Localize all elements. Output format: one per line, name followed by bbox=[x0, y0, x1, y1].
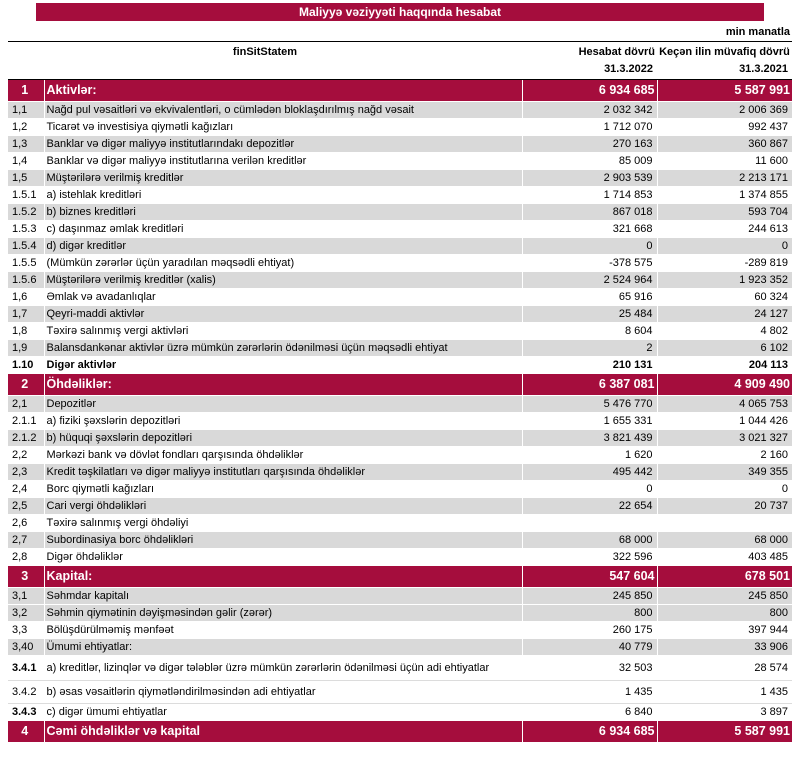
previous-period-value: 28 574 bbox=[657, 656, 792, 681]
previous-period-value: 349 355 bbox=[657, 464, 792, 481]
table-row bbox=[8, 306, 792, 323]
row-label: Aktivlər: bbox=[44, 80, 522, 102]
table-row bbox=[8, 447, 792, 464]
row-number: 2.1.2 bbox=[8, 430, 44, 447]
current-period-value: 1 655 331 bbox=[522, 413, 657, 430]
table-row bbox=[8, 430, 792, 447]
row-number: 2,1 bbox=[8, 396, 44, 413]
table-row bbox=[8, 681, 792, 704]
table-row bbox=[8, 515, 792, 532]
current-period-value: 0 bbox=[522, 238, 657, 255]
row-number: 1.10 bbox=[8, 357, 44, 374]
previous-period-value: 5 587 991 bbox=[657, 80, 792, 102]
column-header-statement: finSitStatem bbox=[232, 46, 298, 58]
row-label: (Mümkün zərərlər üçün yaradılan məqsədli ehtiyat) bbox=[44, 255, 522, 272]
row-label: Cari vergi öhdəlikləri bbox=[44, 498, 522, 515]
financial-statement-table bbox=[8, 41, 792, 743]
previous-period-value: 678 501 bbox=[657, 566, 792, 588]
row-label: Banklar və digər maliyyə institutlarındakı depozitlər bbox=[44, 136, 522, 153]
previous-period-value: 60 324 bbox=[657, 289, 792, 306]
row-number: 1.5.6 bbox=[8, 272, 44, 289]
row-number: 2.1.1 bbox=[8, 413, 44, 430]
previous-period-value: 397 944 bbox=[657, 622, 792, 639]
table-row bbox=[8, 187, 792, 204]
table-row bbox=[8, 357, 792, 374]
row-label: Digər aktivlər bbox=[44, 357, 522, 374]
row-label: Təxirə salınmış vergi öhdəliyi bbox=[44, 515, 522, 532]
row-number: 1,7 bbox=[8, 306, 44, 323]
current-period-value: 65 916 bbox=[522, 289, 657, 306]
row-label: c) digər ümumi ehtiyatlar bbox=[44, 704, 522, 721]
table-row bbox=[8, 255, 792, 272]
table-row bbox=[8, 204, 792, 221]
row-number: 1,5 bbox=[8, 170, 44, 187]
section-header-row bbox=[8, 374, 792, 396]
previous-period-value: 244 613 bbox=[657, 221, 792, 238]
row-label: Subordinasiya borc öhdəlikləri bbox=[44, 532, 522, 549]
row-number: 4 bbox=[8, 721, 44, 743]
current-period-value: 6 934 685 bbox=[522, 80, 657, 102]
previous-period-value: 245 850 bbox=[657, 588, 792, 605]
current-period-date: 31.3.2022 bbox=[522, 63, 657, 80]
column-header-current-period: Hesabat dövrü bbox=[578, 46, 655, 58]
column-header-previous-period: Keçən ilin müvafiq dövrü bbox=[659, 46, 790, 58]
row-label: Borc qiymətli kağızları bbox=[44, 481, 522, 498]
current-period-value: 5 476 770 bbox=[522, 396, 657, 413]
current-period-value: 0 bbox=[522, 481, 657, 498]
row-label: c) daşınmaz əmlak kreditləri bbox=[44, 221, 522, 238]
row-number: 3.4.1 bbox=[8, 656, 44, 681]
row-label: Qeyri-maddi aktivlər bbox=[44, 306, 522, 323]
current-period-value: 1 714 853 bbox=[522, 187, 657, 204]
row-number: 3.4.3 bbox=[8, 704, 44, 721]
table-row bbox=[8, 153, 792, 170]
current-period-value: 800 bbox=[522, 605, 657, 622]
previous-period-value: 403 485 bbox=[657, 549, 792, 566]
row-number: 3,40 bbox=[8, 639, 44, 656]
previous-period-value: 593 704 bbox=[657, 204, 792, 221]
row-label: a) fiziki şəxslərin depozitləri bbox=[44, 413, 522, 430]
previous-period-value: 204 113 bbox=[657, 357, 792, 374]
previous-period-value: 1 435 bbox=[657, 681, 792, 704]
row-label: Kredit təşkilatları və digər maliyyə institutları qarşısında öhdəliklər bbox=[44, 464, 522, 481]
row-label: Mərkəzi bank və dövlət fondları qarşısında öhdəliklər bbox=[44, 447, 522, 464]
section-header-row bbox=[8, 566, 792, 588]
previous-period-value: 1 923 352 bbox=[657, 272, 792, 289]
row-number: 1,2 bbox=[8, 119, 44, 136]
previous-period-value: 2 213 171 bbox=[657, 170, 792, 187]
row-number: 1,9 bbox=[8, 340, 44, 357]
row-label: Təxirə salınmış vergi aktivləri bbox=[44, 323, 522, 340]
row-label: d) digər kreditlər bbox=[44, 238, 522, 255]
previous-period-value: 3 897 bbox=[657, 704, 792, 721]
current-period-value: -378 575 bbox=[522, 255, 657, 272]
current-period-value: 2 bbox=[522, 340, 657, 357]
current-period-value: 6 840 bbox=[522, 704, 657, 721]
previous-period-value: 68 000 bbox=[657, 532, 792, 549]
row-label: b) hüquqi şəxslərin depozitləri bbox=[44, 430, 522, 447]
row-number: 2,8 bbox=[8, 549, 44, 566]
current-period-value: 2 903 539 bbox=[522, 170, 657, 187]
row-label: Digər öhdəliklər bbox=[44, 549, 522, 566]
current-period-value: 22 654 bbox=[522, 498, 657, 515]
row-label: Nağd pul vəsaitləri və ekvivalentləri, o cümlədən bloklaşdırılmış nağd vəsait bbox=[44, 102, 522, 119]
date-header-row bbox=[8, 63, 792, 80]
row-label: Banklar və digər maliyyə institutlarına verilən kreditlər bbox=[44, 153, 522, 170]
previous-period-value: 2 160 bbox=[657, 447, 792, 464]
previous-period-value: 1 374 855 bbox=[657, 187, 792, 204]
date-header-spacer bbox=[8, 63, 522, 80]
row-label: Cəmi öhdəliklər və kapital bbox=[44, 721, 522, 743]
table-row bbox=[8, 238, 792, 255]
row-number: 1,6 bbox=[8, 289, 44, 306]
section-header-row bbox=[8, 721, 792, 743]
current-period-value: 1 712 070 bbox=[522, 119, 657, 136]
previous-period-value: 11 600 bbox=[657, 153, 792, 170]
table-row bbox=[8, 289, 792, 306]
previous-period-value: 992 437 bbox=[657, 119, 792, 136]
current-period-value: 8 604 bbox=[522, 323, 657, 340]
table-row bbox=[8, 170, 792, 187]
table-row bbox=[8, 464, 792, 481]
row-number: 3.4.2 bbox=[8, 681, 44, 704]
table-row bbox=[8, 119, 792, 136]
row-label: a) kreditlər, lizinqlər və digər tələblər üzrə mümkün zərərlərin ödənilməsi üçün adi ehtiyatlar bbox=[44, 656, 522, 681]
row-number: 1.5.4 bbox=[8, 238, 44, 255]
current-period-value: 495 442 bbox=[522, 464, 657, 481]
row-number: 3 bbox=[8, 566, 44, 588]
row-number: 1.5.5 bbox=[8, 255, 44, 272]
report-title: Maliyyə vəziyyəti haqqında hesabat bbox=[36, 3, 764, 21]
previous-period-value: -289 819 bbox=[657, 255, 792, 272]
previous-period-value: 6 102 bbox=[657, 340, 792, 357]
row-label: Əmlak və avadanlıqlar bbox=[44, 289, 522, 306]
current-period-value: 68 000 bbox=[522, 532, 657, 549]
row-number: 1,8 bbox=[8, 323, 44, 340]
row-number: 2 bbox=[8, 374, 44, 396]
previous-period-value: 3 021 327 bbox=[657, 430, 792, 447]
current-period-value: 1 620 bbox=[522, 447, 657, 464]
current-period-value: 6 934 685 bbox=[522, 721, 657, 743]
table-body bbox=[8, 80, 792, 743]
row-label: Müştərilərə verilmiş kreditlər (xalis) bbox=[44, 272, 522, 289]
table-row bbox=[8, 704, 792, 721]
row-label: Kapital: bbox=[44, 566, 522, 588]
row-number: 1.5.1 bbox=[8, 187, 44, 204]
current-period-value: 260 175 bbox=[522, 622, 657, 639]
current-period-value: 85 009 bbox=[522, 153, 657, 170]
table-row bbox=[8, 340, 792, 357]
current-period-value: 3 821 439 bbox=[522, 430, 657, 447]
row-number: 2,3 bbox=[8, 464, 44, 481]
row-number: 3,3 bbox=[8, 622, 44, 639]
row-label: a) istehlak kreditləri bbox=[44, 187, 522, 204]
previous-period-value: 5 587 991 bbox=[657, 721, 792, 743]
current-period-value: 270 163 bbox=[522, 136, 657, 153]
current-period-value: 2 524 964 bbox=[522, 272, 657, 289]
row-label: Bölüşdürülməmiş mənfəət bbox=[44, 622, 522, 639]
previous-period-value: 20 737 bbox=[657, 498, 792, 515]
table-row bbox=[8, 221, 792, 238]
previous-period-value: 800 bbox=[657, 605, 792, 622]
current-period-value bbox=[522, 515, 657, 532]
current-period-value: 210 131 bbox=[522, 357, 657, 374]
current-period-value: 40 779 bbox=[522, 639, 657, 656]
table-row bbox=[8, 102, 792, 119]
row-label: b) əsas vəsaitlərin qiymətləndirilməsindən adi ehtiyatlar bbox=[44, 681, 522, 704]
row-number: 1 bbox=[8, 80, 44, 102]
row-number: 2,6 bbox=[8, 515, 44, 532]
row-number: 1,4 bbox=[8, 153, 44, 170]
current-period-value: 32 503 bbox=[522, 656, 657, 681]
previous-period-value: 4 065 753 bbox=[657, 396, 792, 413]
row-number: 2,4 bbox=[8, 481, 44, 498]
row-label: Ticarət və investisiya qiymətli kağızları bbox=[44, 119, 522, 136]
current-period-value: 1 435 bbox=[522, 681, 657, 704]
row-number: 3,2 bbox=[8, 605, 44, 622]
table-row bbox=[8, 532, 792, 549]
row-number: 1,3 bbox=[8, 136, 44, 153]
table-row bbox=[8, 481, 792, 498]
table-row bbox=[8, 323, 792, 340]
table-row bbox=[8, 272, 792, 289]
table-row bbox=[8, 622, 792, 639]
table-row bbox=[8, 498, 792, 515]
current-period-value: 547 604 bbox=[522, 566, 657, 588]
row-label: Balansdankənar aktivlər üzrə mümkün zərərlərin ödənilməsi üçün məqsədli ehtiyat bbox=[44, 340, 522, 357]
table-row bbox=[8, 413, 792, 430]
row-number: 1.5.3 bbox=[8, 221, 44, 238]
row-number: 3,1 bbox=[8, 588, 44, 605]
table-row bbox=[8, 656, 792, 681]
column-header-row bbox=[8, 42, 792, 64]
row-number: 1,1 bbox=[8, 102, 44, 119]
current-period-value: 321 668 bbox=[522, 221, 657, 238]
previous-period-value: 4 802 bbox=[657, 323, 792, 340]
section-header-row bbox=[8, 80, 792, 102]
row-label: Öhdəliklər: bbox=[44, 374, 522, 396]
current-period-value: 6 387 081 bbox=[522, 374, 657, 396]
row-number: 2,7 bbox=[8, 532, 44, 549]
previous-period-value: 360 867 bbox=[657, 136, 792, 153]
previous-period-value: 1 044 426 bbox=[657, 413, 792, 430]
unit-note: min manatla bbox=[725, 26, 790, 38]
row-label: Müştərilərə verilmiş kreditlər bbox=[44, 170, 522, 187]
table-row bbox=[8, 136, 792, 153]
previous-period-value: 0 bbox=[657, 481, 792, 498]
previous-period-value bbox=[657, 515, 792, 532]
row-label: Səhmin qiymətinin dəyişməsindən gəlir (zərər) bbox=[44, 605, 522, 622]
table-row bbox=[8, 605, 792, 622]
previous-period-value: 2 006 369 bbox=[657, 102, 792, 119]
table-row bbox=[8, 396, 792, 413]
row-label: b) biznes kreditləri bbox=[44, 204, 522, 221]
previous-period-value: 33 906 bbox=[657, 639, 792, 656]
row-label: Səhmdar kapitalı bbox=[44, 588, 522, 605]
row-number: 2,2 bbox=[8, 447, 44, 464]
previous-period-value: 4 909 490 bbox=[657, 374, 792, 396]
table-row bbox=[8, 639, 792, 656]
current-period-value: 867 018 bbox=[522, 204, 657, 221]
table-row bbox=[8, 588, 792, 605]
previous-period-value: 24 127 bbox=[657, 306, 792, 323]
previous-period-date: 31.3.2021 bbox=[657, 63, 792, 80]
current-period-value: 322 596 bbox=[522, 549, 657, 566]
row-label: Ümumi ehtiyatlar: bbox=[44, 639, 522, 656]
table-row bbox=[8, 549, 792, 566]
row-number: 1.5.2 bbox=[8, 204, 44, 221]
row-label: Depozitlər bbox=[44, 396, 522, 413]
previous-period-value: 0 bbox=[657, 238, 792, 255]
current-period-value: 25 484 bbox=[522, 306, 657, 323]
current-period-value: 245 850 bbox=[522, 588, 657, 605]
current-period-value: 2 032 342 bbox=[522, 102, 657, 119]
row-number: 2,5 bbox=[8, 498, 44, 515]
